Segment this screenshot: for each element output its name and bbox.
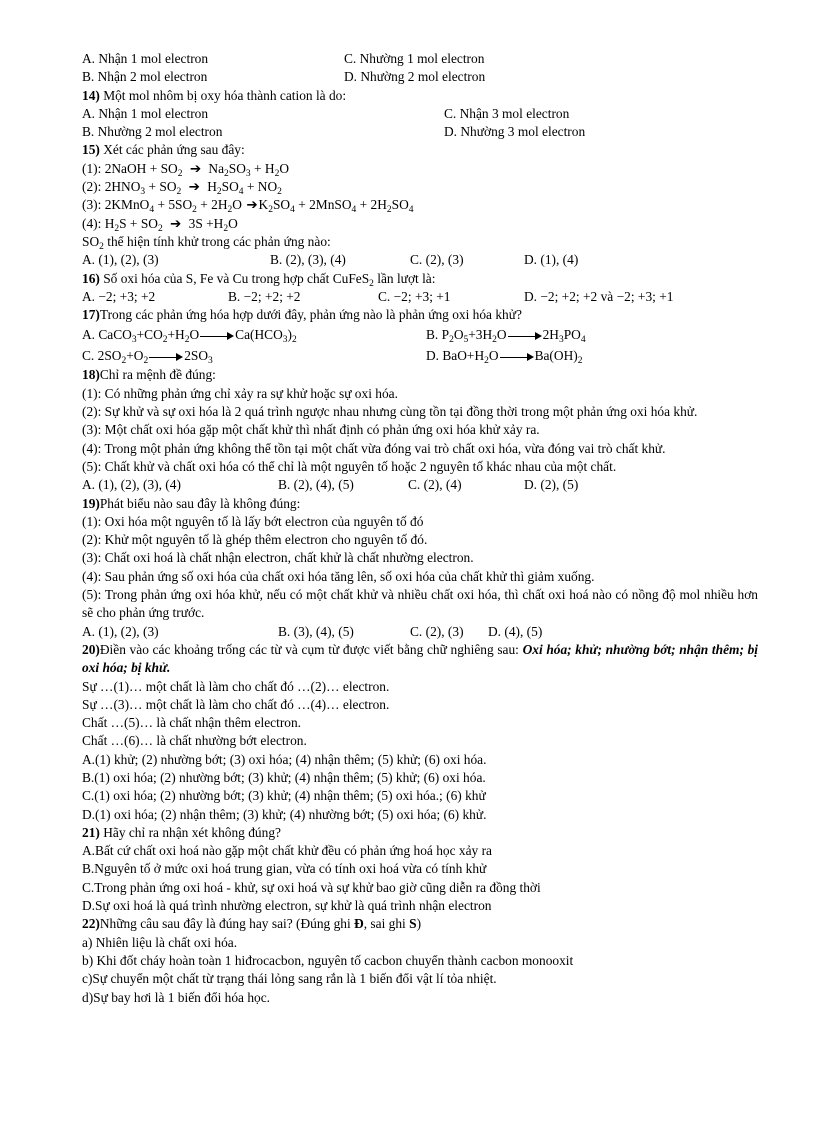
q19-options — [82, 623, 758, 641]
q18-statement-3: (3): Một chất oxi hóa gặp một chất khử thì nhất định có phản ứng oxi hóa khử xảy ra. — [82, 422, 540, 438]
q19-option-d: D. (4), (5) — [488, 623, 543, 639]
reaction-label: (4): — [82, 215, 102, 231]
q19-statement-2: (2): Khử một nguyên tố là ghép thêm electron cho nguyên tố đó. — [82, 532, 428, 548]
q21-option-d: D.Sự oxi hoá là quá trình nhường electron, sự khử là quá trình nhận electron — [82, 898, 492, 914]
q22-text-mid: , sai ghi — [363, 916, 410, 932]
q17-options-row-1 — [82, 324, 758, 345]
q15-number: 15) — [82, 142, 100, 158]
q19-text: Phát biểu nào sau đây là không đúng: — [99, 495, 301, 511]
q15-option-b: B. (2), (3), (4) — [270, 252, 346, 268]
q14-options-row-2 — [82, 123, 758, 141]
q18-text: Chỉ ra mệnh đề đúng: — [99, 367, 216, 383]
reaction-label: (1): — [82, 160, 102, 176]
document-page — [82, 50, 758, 1007]
q17-option-b: B. $P_2O_5+3H_2O$ $2H_3PO_4$ — [426, 327, 586, 346]
q20-line-4: Chất …(6)… là chất nhường bớt electron. — [82, 733, 307, 749]
q20-option-d: D.(1) oxi hóa; (2) nhận thêm; (3) khử; (4) nhường bớt; (5) oxi hóa; (6) khử. — [82, 806, 487, 822]
q20-line-1: Sự …(1)… một chất là làm cho chất đó …(2)… electron. — [82, 678, 390, 694]
q22-text-end: ) — [416, 916, 422, 932]
q22-true-mark: Đ — [354, 916, 364, 932]
q15-option-a: A. (1), (2), (3) — [82, 252, 159, 268]
q16-question — [82, 270, 758, 288]
q14-question — [82, 87, 758, 105]
q14-text: Một mol nhôm bị oxy hóa thành cation là do: — [99, 87, 347, 103]
q19-option-c: C. (2), (3) — [410, 623, 464, 639]
q21-option-a: A.Bất cứ chất oxi hoá nào gặp một chất khử đều có phản ứng hoá học xảy ra — [82, 843, 492, 859]
q19-option-b: B. (3), (4), (5) — [278, 623, 354, 639]
q16-option-d: D. −2; +2; +2 và −2; +3; +1 — [524, 288, 674, 304]
q13-options-row-1 — [82, 50, 758, 68]
q18-statement-4: (4): Trong một phản ứng không thể tồn tại một chất vừa đóng vai trò chất oxi hóa, vừa đóng vai trò chất khử. — [82, 440, 666, 456]
q18-statement-5: (5): Chất khử và chất oxi hóa có thể chỉ là một nguyên tố hoặc 2 nguyên tố khác nhau của một chất. — [82, 458, 617, 474]
q17-options-row-2 — [82, 345, 758, 366]
q17-text: Trong các phản ứng hóa hợp dưới đây, phản ứng nào là phản ứng oxi hóa khử? — [99, 307, 522, 323]
q19-statement-3: (3): Chất oxi hoá là chất nhận electron, chất khử là chất nhường electron. — [82, 550, 474, 566]
q13-option-a: A. Nhận 1 mol electron — [82, 51, 209, 66]
q14-option-d: D. Nhường 3 mol electron — [444, 124, 586, 140]
q14-number: 14) — [82, 87, 100, 103]
q19-number: 19) — [82, 495, 100, 511]
q22-question — [82, 915, 758, 933]
q21-question — [82, 824, 758, 842]
q16-subscript: 2 — [369, 278, 374, 289]
q20-number: 20) — [82, 641, 100, 657]
q20-text: Điền vào các khoảng trống các từ và cụm từ được viết bằng chữ nghiêng sau: — [99, 641, 523, 657]
q22-text: Những câu sau đây là đúng hay sai? (Đúng ghi — [99, 916, 355, 932]
q20-line-2: Sự …(3)… một chất là làm cho chất đó …(4)… electron. — [82, 696, 390, 712]
q15-option-c: C. (2), (3) — [410, 252, 464, 268]
q14-option-a: A. Nhận 1 mol electron — [82, 105, 209, 121]
q16-text: Số oxi hóa của S, Fe và Cu trong hợp chất CuFeS — [99, 270, 370, 286]
q13-option-c: C. Nhường 1 mol electron — [344, 51, 485, 66]
q15-option-d: D. (1), (4) — [524, 252, 579, 268]
q15-question — [82, 141, 758, 159]
q16-number: 16) — [82, 270, 100, 286]
q14-options-row-1 — [82, 105, 758, 123]
q18-number: 18) — [82, 367, 100, 383]
q18-question — [82, 366, 758, 384]
arrow-icon — [200, 332, 234, 340]
q16-option-a: A. −2; +3; +2 — [82, 288, 156, 304]
q18-statement-1: (1): Có những phản ứng chỉ xảy ra sự khử hoặc sự oxi hóa. — [82, 385, 398, 401]
q22-item-c: c)Sự chuyển một chất từ trạng thái lỏng sang rắn là 1 biến đổi vật lí tỏa nhiệt. — [82, 971, 497, 987]
q20-option-a: A.(1) khử; (2) nhường bớt; (3) oxi hóa; (4) nhận thêm; (5) khử; (6) oxi hóa. — [82, 751, 487, 767]
q20-question — [82, 641, 758, 678]
q17-number: 17) — [82, 307, 100, 323]
q18-option-c: C. (2), (4) — [408, 477, 462, 493]
q16-options — [82, 288, 758, 306]
reaction-label: (3): — [82, 197, 102, 213]
q18-option-d: D. (2), (5) — [524, 477, 579, 493]
q15-options — [82, 251, 758, 269]
q17-option-d: D. $BaO+H_2O$ $Ba(OH)_2$ — [426, 348, 583, 367]
q19-question — [82, 495, 758, 513]
arrow-icon: ➔ — [246, 197, 258, 213]
arrow-icon — [500, 353, 534, 361]
q15-reaction-3: (3): 2KMnO$_4$ + $5SO_2 + 2H_2O$ $➔K_2SO_4$ + 2MnSO$_4$ + $2H_2SO_4$ — [82, 197, 414, 216]
arrow-icon: ➔ — [189, 160, 202, 176]
q15-reaction-1: (1): 2NaOH + $SO_2$ ➔ $Na_2SO_3 + H_2O$ — [82, 160, 289, 179]
q22-item-a: a) Nhiên liệu là chất oxi hóa. — [82, 934, 238, 950]
q18-statement-2: (2): Sự khử và sự oxi hóa là 2 quá trình ngược nhau nhưng cùng tồn tại đồng thời trong một phản ứng oxi hóa khử. — [82, 404, 698, 420]
q21-text: Hãy chỉ ra nhận xét không đúng? — [99, 824, 281, 840]
q18-option-a: A. (1), (2), (3), (4) — [82, 477, 181, 493]
arrow-icon — [149, 353, 183, 361]
q18-option-b: B. (2), (4), (5) — [278, 477, 354, 493]
q14-option-c: C. Nhận 3 mol electron — [444, 105, 570, 121]
q16-option-c: C. −2; +3; +1 — [378, 288, 451, 304]
q19-statement-1: (1): Oxi hóa một nguyên tố là lấy bớt electron của nguyên tố đó — [82, 513, 424, 529]
q20-option-c: C.(1) oxi hóa; (2) nhường bớt; (3) khử; (4) nhận thêm; (5) oxi hóa.; (6) khử — [82, 788, 486, 804]
q17-option-c: C. $2SO_2+O_2$ $2SO_3$ — [82, 348, 213, 367]
arrow-icon: ➔ — [188, 179, 200, 195]
q19-option-a: A. (1), (2), (3) — [82, 623, 159, 639]
q22-number: 22) — [82, 916, 100, 932]
q15-reaction-2: (2): $2HNO_3 + SO_2$ ➔ $H_2SO_4 + NO_2$ — [82, 179, 282, 198]
q15-text: Xét các phản ứng sau đây: — [99, 142, 245, 158]
q21-option-b: B.Nguyên tố ở mức oxi hoá trung gian, vừa có tính oxi hoá vừa có tính khử — [82, 861, 487, 877]
q15-prompt: $SO_2$ thể hiện tính khử trong các phản ứng nào: — [82, 233, 331, 252]
q21-number: 21) — [82, 824, 100, 840]
q13-options-row-2 — [82, 68, 758, 86]
arrow-icon: ➔ — [170, 215, 182, 231]
q20-option-b: B.(1) oxi hóa; (2) nhường bớt; (3) khử; (4) nhận thêm; (5) khử; (6) oxi hóa. — [82, 769, 486, 785]
q14-option-b: B. Nhường 2 mol electron — [82, 124, 223, 140]
q17-option-a: A. $CaCO_3+CO_2+H_2O$ $Ca(HCO_3)_2$ — [82, 327, 297, 346]
q13-option-d: D. Nhường 2 mol electron — [344, 69, 486, 85]
q15-prompt-text: thể hiện tính khử trong các phản ứng nào: — [107, 233, 331, 249]
q22-item-b: b) Khi đốt cháy hoàn toàn 1 hiđrocacbon, nguyên tố cacbon chuyển thành cacbon monooxit — [82, 952, 574, 968]
q16-text-end: lần lượt là: — [373, 270, 436, 286]
q22-false-mark: S — [409, 916, 417, 932]
reaction-label: (2): — [82, 179, 102, 195]
q17-question — [82, 306, 758, 324]
q19-statement-4: (4): Sau phản ứng số oxi hóa của chất oxi hóa tăng lên, số oxi hóa của chất khử thì giảm xuống. — [82, 568, 595, 584]
arrow-icon — [508, 332, 542, 340]
q21-option-c: C.Trong phản ứng oxi hoá - khử, sự oxi hoá và sự khử bao giờ cũng diễn ra đồng thời — [82, 879, 541, 895]
q18-options — [82, 476, 758, 494]
q13-option-b: B. Nhận 2 mol electron — [82, 69, 208, 85]
q19-statement-5: (5): Trong phản ứng oxi hóa khử, nếu có một chất khử và nhiều chất oxi hóa, thì chất oxi hoá nào có nồng độ mol nhiều hơn sẽ cho phản ứng trước. — [82, 587, 758, 621]
q20-italic-words: Oxi hóa; khử; nhường bớt; nhận thêm; bị oxi hóa; bị khử. — [82, 641, 758, 676]
q16-option-b: B. −2; +2; +2 — [228, 288, 301, 304]
q22-item-d: d)Sự bay hơi là 1 biến đổi hóa học. — [82, 989, 271, 1005]
q20-line-3: Chất …(5)… là chất nhận thêm electron. — [82, 715, 302, 731]
q15-reaction-4: (4): $H_2S + SO_2$ ➔ $3S +H_2O$ — [82, 215, 238, 234]
